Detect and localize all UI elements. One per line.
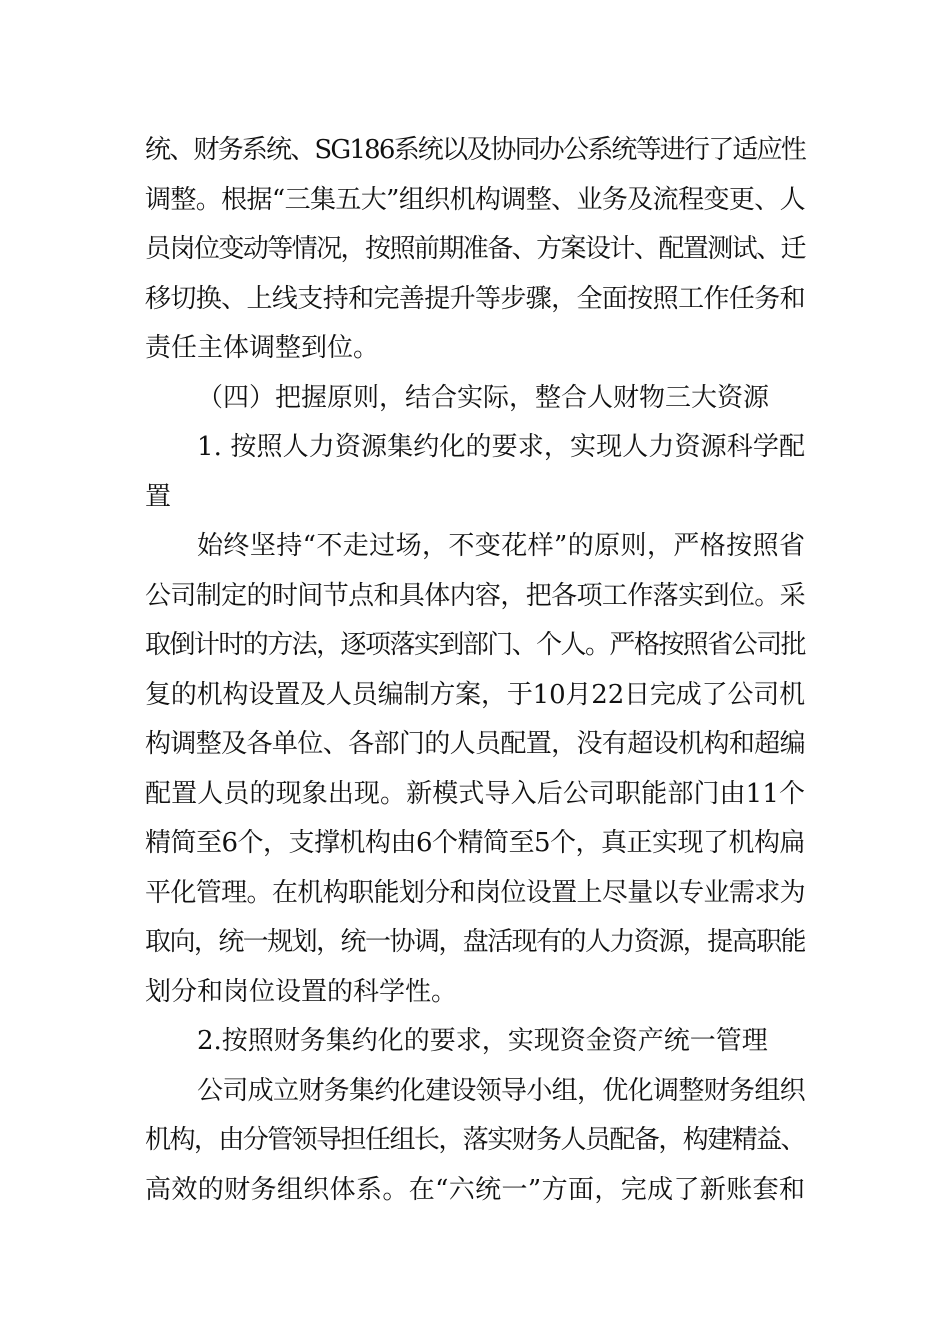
subsection-heading: 1. 按照人力资源集约化的要求，实现人力资源科学配	[197, 432, 806, 462]
body-line: 责任主体调整到位。	[145, 333, 380, 363]
body-line: 统、财务系统、SG186系统以及协同办公系统等进行了适应性	[145, 135, 805, 165]
body-line: 构调整及各单位、各部门的人员配置，没有超设机构和超编	[145, 729, 805, 759]
body-line: 平化管理。在机构职能划分和岗位设置上尽量以专业需求为	[145, 877, 805, 908]
body-line: 配置人员的现象出现。新模式导入后公司职能部门由11个	[145, 778, 806, 809]
body-line: 精简至6个，支撑机构由6个精简至5个，真正实现了机构扁	[145, 828, 805, 858]
body-line: 取倒计时的方法，逐项落实到部门、个人。严格按照省公司批	[145, 630, 805, 660]
body-line: 复的机构设置及人员编制方案，于10月22日完成了公司机	[145, 679, 805, 710]
body-line: 调整。根据“三集五大”组织机构调整、业务及流程变更、人	[145, 184, 805, 215]
body-line: 员岗位变动等情况，按照前期准备、方案设计、配置测试、迁	[145, 234, 805, 264]
body-line: 取向，统一规划，统一协调，盘活现有的人力资源，提高职能	[145, 927, 805, 957]
body-line: 高效的财务组织体系。在“六统一”方面，完成了新账套和	[145, 1174, 806, 1205]
paragraph-start: 始终坚持“不走过场，不变花样”的原则，严格按照省	[197, 531, 806, 561]
document-body	[145, 126, 805, 1215]
paragraph-start: 公司成立财务集约化建设领导小组，优化调整财务组织	[197, 1075, 805, 1106]
subsection-heading: 2.按照财务集约化的要求，实现资金资产统一管理	[197, 1026, 768, 1056]
body-line: 划分和岗位设置的科学性。	[145, 976, 458, 1007]
body-line: 移切换、上线支持和完善提升等步骤，全面按照工作任务和	[145, 283, 805, 314]
subsection-heading-continuation: 置	[145, 481, 172, 512]
body-line: 机构，由分管领导担任组长，落实财务人员配备，构建精益、	[145, 1125, 805, 1155]
body-line: 公司制定的时间节点和具体内容，把各项工作落实到位。采	[145, 580, 805, 611]
section-heading: （四）把握原则，结合实际，整合人财物三大资源	[197, 382, 770, 413]
